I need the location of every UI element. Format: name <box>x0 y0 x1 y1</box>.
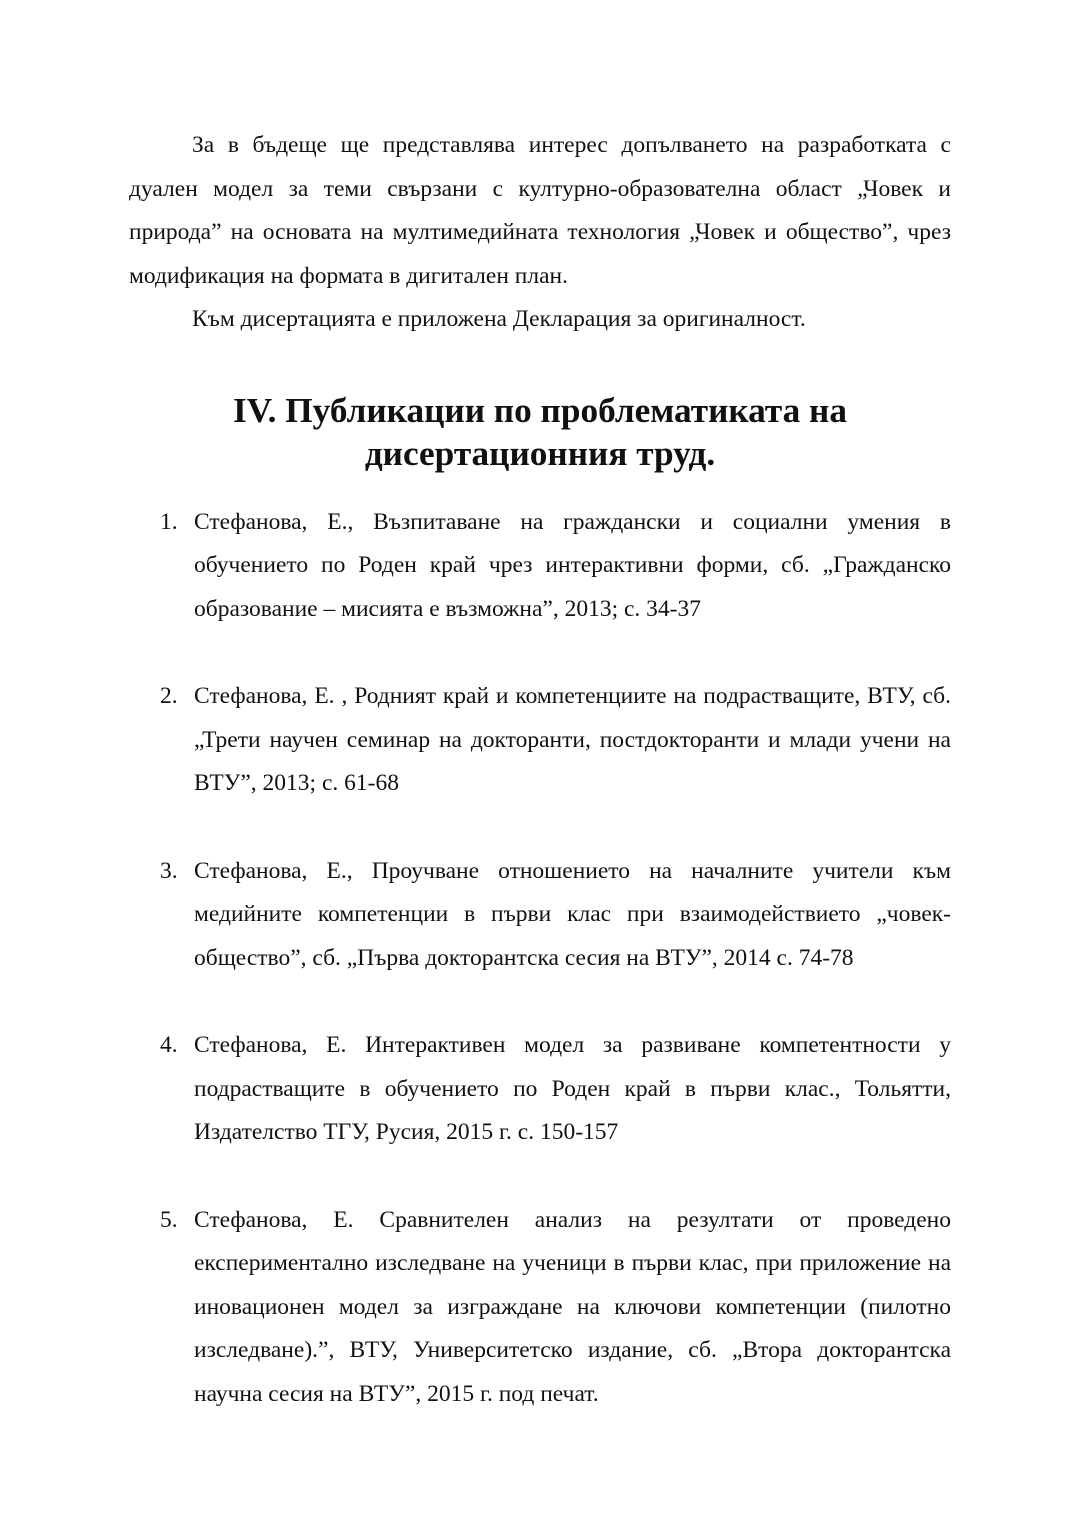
publication-item <box>129 1024 951 1155</box>
publication-item <box>129 501 951 632</box>
document-page <box>129 124 951 1416</box>
body-paragraph: За в бъдеще ще представлява интерес допълването на разработката с дуален модел за теми свързани с културно-образователна област „Човек и природа” на основата на мултимедийната технология „Човек и общество”, чрез модификация на формата в дигитален план. <box>129 132 951 289</box>
publication-item <box>129 675 951 806</box>
publication-number: 5. <box>160 1206 178 1233</box>
publication-text: Стефанова, Е. Сравнителен анализ на резултати от проведено експериментално изследване на ученици в първи клас, при приложение на иновационен модел за изграждане на ключови компетенции (пилотно изследване).”, ВТУ, Университетско издание, сб. „Втора докторантска научна сесия на ВТУ”, 2015 г. под печат. <box>194 1206 951 1407</box>
publication-text: Стефанова, Е. , Родният край и компетенциите на подрастващите, ВТУ, сб. „Трети научен семинар на докторанти, постдокторанти и млади учени на ВТУ”, 2013; с. 61-68 <box>194 683 951 796</box>
publication-number: 4. <box>160 1032 178 1058</box>
publication-text: Стефанова, Е., Възпитаване на граждански и социални умения в обучението по Роден край чрез интерактивни форми, сб. „Гражданско образование – мисията е възможна”, 2013; с. 34-37 <box>194 508 951 622</box>
publication-number: 3. <box>160 857 178 884</box>
section-heading: IV. Публикации по проблематиката на дисертационния труд. <box>233 390 847 473</box>
publication-item <box>129 1199 951 1417</box>
publication-number: 1. <box>160 508 178 535</box>
publication-text: Стефанова, Е. Интерактивен модел за развиване компетентности у подрастващите в обучението по Роден край в първи клас., Тольятти, Издателство ТГУ, Русия, 2015 г. с. 150-157 <box>194 1032 951 1145</box>
publications-list <box>129 501 951 1417</box>
publication-item <box>129 850 951 981</box>
declaration-paragraph: Към дисертацията е приложена Декларация за оригиналност. <box>192 306 806 332</box>
publication-text: Стефанова, Е., Проучване отношението на началните учители към медийните компетенции в първи клас при взаимодействието „човек-общество”, сб. „Първа докторантска сесия на ВТУ”, 2014 с. 74-78 <box>194 857 951 971</box>
publication-number: 2. <box>160 683 178 709</box>
